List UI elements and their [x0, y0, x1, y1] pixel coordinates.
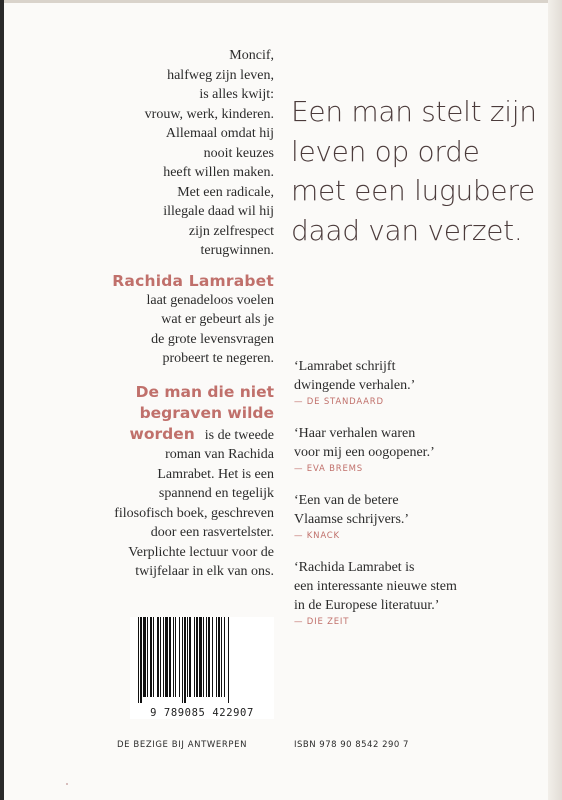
blurb-line: Verplichte lectuur voor de: [128, 544, 274, 560]
barcode-bar: [143, 617, 146, 697]
barcode-bar: [228, 617, 229, 703]
blurb-intro: [68, 46, 274, 261]
press-quotes: [294, 357, 534, 644]
barcode-bar: [184, 617, 186, 703]
barcode: [130, 617, 274, 719]
blurb-line: de grote levensvragen: [151, 331, 274, 347]
quote-source: — DE STANDAARD: [294, 397, 384, 407]
blurb-line: roman van Rachida: [165, 447, 274, 462]
blurb-line: twijfelaar in elk van ons.: [135, 564, 274, 579]
book-title-line: begraven wilde: [139, 403, 274, 422]
barcode-bar: [199, 617, 202, 697]
barcode-bar: [182, 617, 183, 703]
blurb-line: probeert te negeren.: [162, 351, 274, 366]
book-title: [68, 382, 274, 446]
barcode-bar: [163, 617, 164, 697]
blurb-line: is alles kwijt:: [199, 87, 274, 102]
blurb-line: zijn zelfrespect: [188, 223, 274, 239]
blurb-line: Lamrabet. Het is een: [157, 466, 274, 482]
blurb-line: laat genadeloos voelen: [146, 292, 274, 308]
quote-text: ‘Een van de betere Vlaamse schrijvers.’: [294, 493, 410, 527]
blurb-line: door een rasvertelster.: [150, 525, 274, 540]
blurb-line: is de tweede: [204, 427, 274, 443]
barcode-bar: [179, 617, 180, 697]
press-quote: [294, 357, 534, 407]
blurb-line: filosofisch boek, geschreven: [114, 505, 274, 521]
barcode-bar: [224, 617, 225, 697]
press-quote: [294, 558, 534, 627]
barcode-bar: [160, 617, 161, 697]
barcode-bar: [140, 617, 142, 703]
barcode-bar: [218, 617, 220, 697]
barcode-bar: [169, 617, 171, 697]
book-title-line: worden: [129, 424, 195, 443]
barcode-bar: [221, 617, 222, 697]
blurb-line: Allemaal omdat hij: [165, 126, 274, 141]
barcode-bar: [157, 617, 159, 697]
blurb-line: Moncif,: [229, 48, 274, 63]
blurb-line: terugwinnen.: [200, 243, 274, 258]
press-quote: [294, 424, 534, 474]
blurb-column: [68, 46, 274, 582]
blurb-line: nooit keuzes: [203, 145, 274, 161]
barcode-bar: [196, 617, 198, 697]
blurb-line: illegale daad wil hij: [163, 204, 274, 219]
barcode-bar: [203, 617, 204, 697]
quote-text: ‘Rachida Lamrabet is een interessante nieuwe stem in de Europese literatuur.’: [294, 560, 457, 613]
book-title-line: De man die niet: [135, 382, 274, 401]
barcode-bar: [138, 617, 139, 703]
barcode-bar: [206, 617, 207, 697]
isbn: ISBN 978 90 8542 290 7: [294, 740, 409, 750]
barcode-bars: [130, 617, 274, 703]
barcode-bar: [153, 617, 154, 697]
barcode-bar: [147, 617, 148, 697]
author-name: Rachida Lamrabet: [112, 271, 274, 290]
blurb-line: vrouw, werk, kinderen.: [144, 106, 274, 122]
right-edge: [548, 0, 562, 800]
blurb-line: spannend en tegelijk: [158, 486, 274, 501]
barcode-bar: [187, 617, 188, 697]
quote-source: — KNACK: [294, 531, 340, 541]
blurb-line: heeft willen maken.: [163, 165, 274, 180]
barcode-bar: [165, 617, 168, 697]
book-blurb: [68, 445, 274, 582]
quote-source: — EVA BREMS: [294, 464, 363, 474]
barcode-bar: [189, 617, 191, 697]
blurb-line: halfweg zijn leven,: [167, 67, 274, 83]
barcode-bar: [212, 617, 213, 697]
tagline: Een man stelt zijn leven op orde met een lugubere daad van verzet.: [291, 95, 537, 247]
barcode-bar: [173, 617, 174, 697]
barcode-bar: [150, 617, 152, 697]
barcode-number: 9 789085 422907: [150, 707, 254, 719]
top-edge: [4, 0, 562, 3]
book-title-last-row: [68, 424, 274, 446]
speck: [66, 783, 68, 785]
author-blurb: [68, 291, 274, 369]
blurb-line: Met een radicale,: [177, 184, 274, 200]
quote-text: ‘Haar verhalen waren voor mij een oogopener.’: [294, 426, 435, 460]
barcode-bar: [175, 617, 176, 697]
barcode-bar: [208, 617, 210, 697]
publisher: DE BEZIGE BIJ ANTWERPEN: [117, 740, 248, 750]
barcode-bar: [194, 617, 195, 697]
blurb-line: wat er gebeurt als je: [161, 312, 274, 327]
quote-source: — DIE ZEIT: [294, 617, 350, 627]
barcode-bar: [216, 617, 217, 697]
quote-text: ‘Lamrabet schrijft dwingende verhalen.’: [294, 359, 416, 393]
press-quote: [294, 491, 534, 541]
